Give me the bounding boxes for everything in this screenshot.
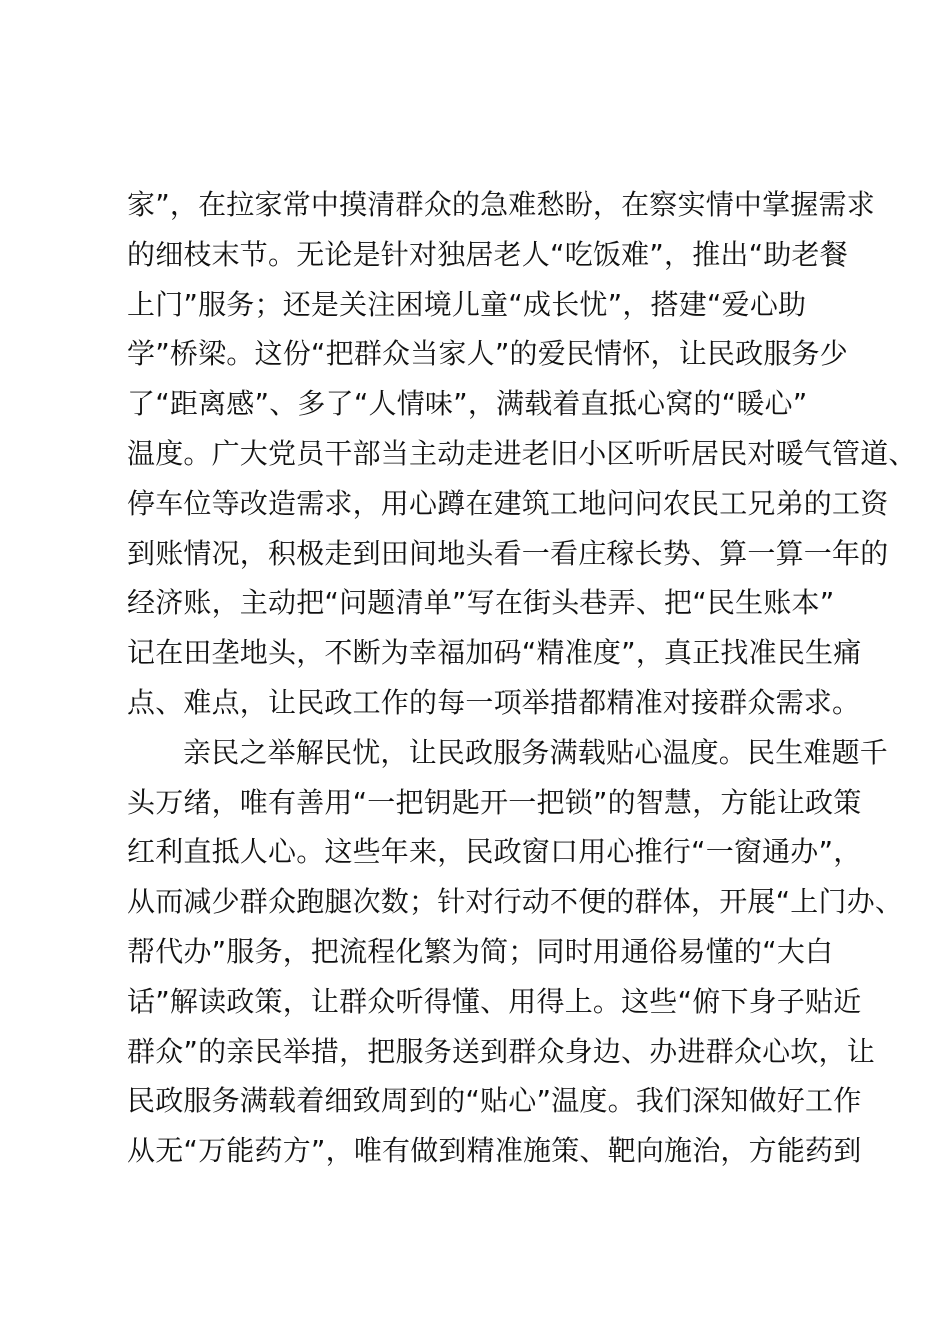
text-line-6: 温度。广大党员干部当主动走进老旧小区听听居民对暖气管道、 [127,436,917,470]
text-line-4: 学”桥梁。这份“把群众当家人”的爱民情怀，让民政服务少 [127,337,848,371]
text-line-16: 帮代办”服务，把流程化繁为简；同时用通俗易懂的“大白 [127,934,834,968]
text-line-15: 从而减少群众跑腿次数；针对行动不便的群体，开展“上门办、 [127,885,904,919]
text-line-14: 红利直抵人心。这些年来，民政窗口用心推行“一窗通办”， [127,835,862,869]
text-line-7: 停车位等改造需求，用心蹲在建筑工地问问农民工兄弟的工资 [127,486,889,520]
text-line-2: 的细枝末节。无论是针对独居老人“吃饭难”，推出“助老餐 [127,237,848,271]
text-line-9: 经济账，主动把“问题清单”写在街头巷弄、把“民生账本” [127,586,835,620]
text-line-3: 上门”服务；还是关注困境儿童“成长忧”，搭建“爱心助 [127,287,807,321]
text-line-20: 从无“万能药方”，唯有做到精准施策、靶向施治，方能药到 [127,1134,862,1168]
text-line-19: 民政服务满载着细致周到的“贴心”温度。我们深知做好工作 [127,1084,862,1118]
paragraph-start-line: 亲民之举解民忧，让民政服务满载贴心温度。民生难题千 [183,735,889,769]
text-line-13: 头万绪，唯有善用“一把钥匙开一把锁”的智慧，方能让政策 [127,785,862,819]
text-line-5: 了“距离感”、多了“人情味”，满载着直抵心窝的“暖心” [127,387,808,421]
body-text [127,180,917,1176]
text-line-8: 到账情况，积极走到田间地头看一看庄稼长势、算一算一年的 [127,536,889,570]
text-line-10: 记在田垄地头，不断为幸福加码“精准度”，真正找准民生痛 [127,636,862,670]
text-line-18: 群众”的亲民举措，把服务送到群众身边、办进群众心坎，让 [127,1034,875,1068]
text-line-1: 家”，在拉家常中摸清群众的急难愁盼，在察实情中掌握需求 [127,188,875,221]
text-line-11: 点、难点，让民政工作的每一项举措都精准对接群众需求。 [127,685,861,719]
text-line-17: 话”解读政策，让群众听得懂、用得上。这些“俯下身子贴近 [127,984,862,1018]
